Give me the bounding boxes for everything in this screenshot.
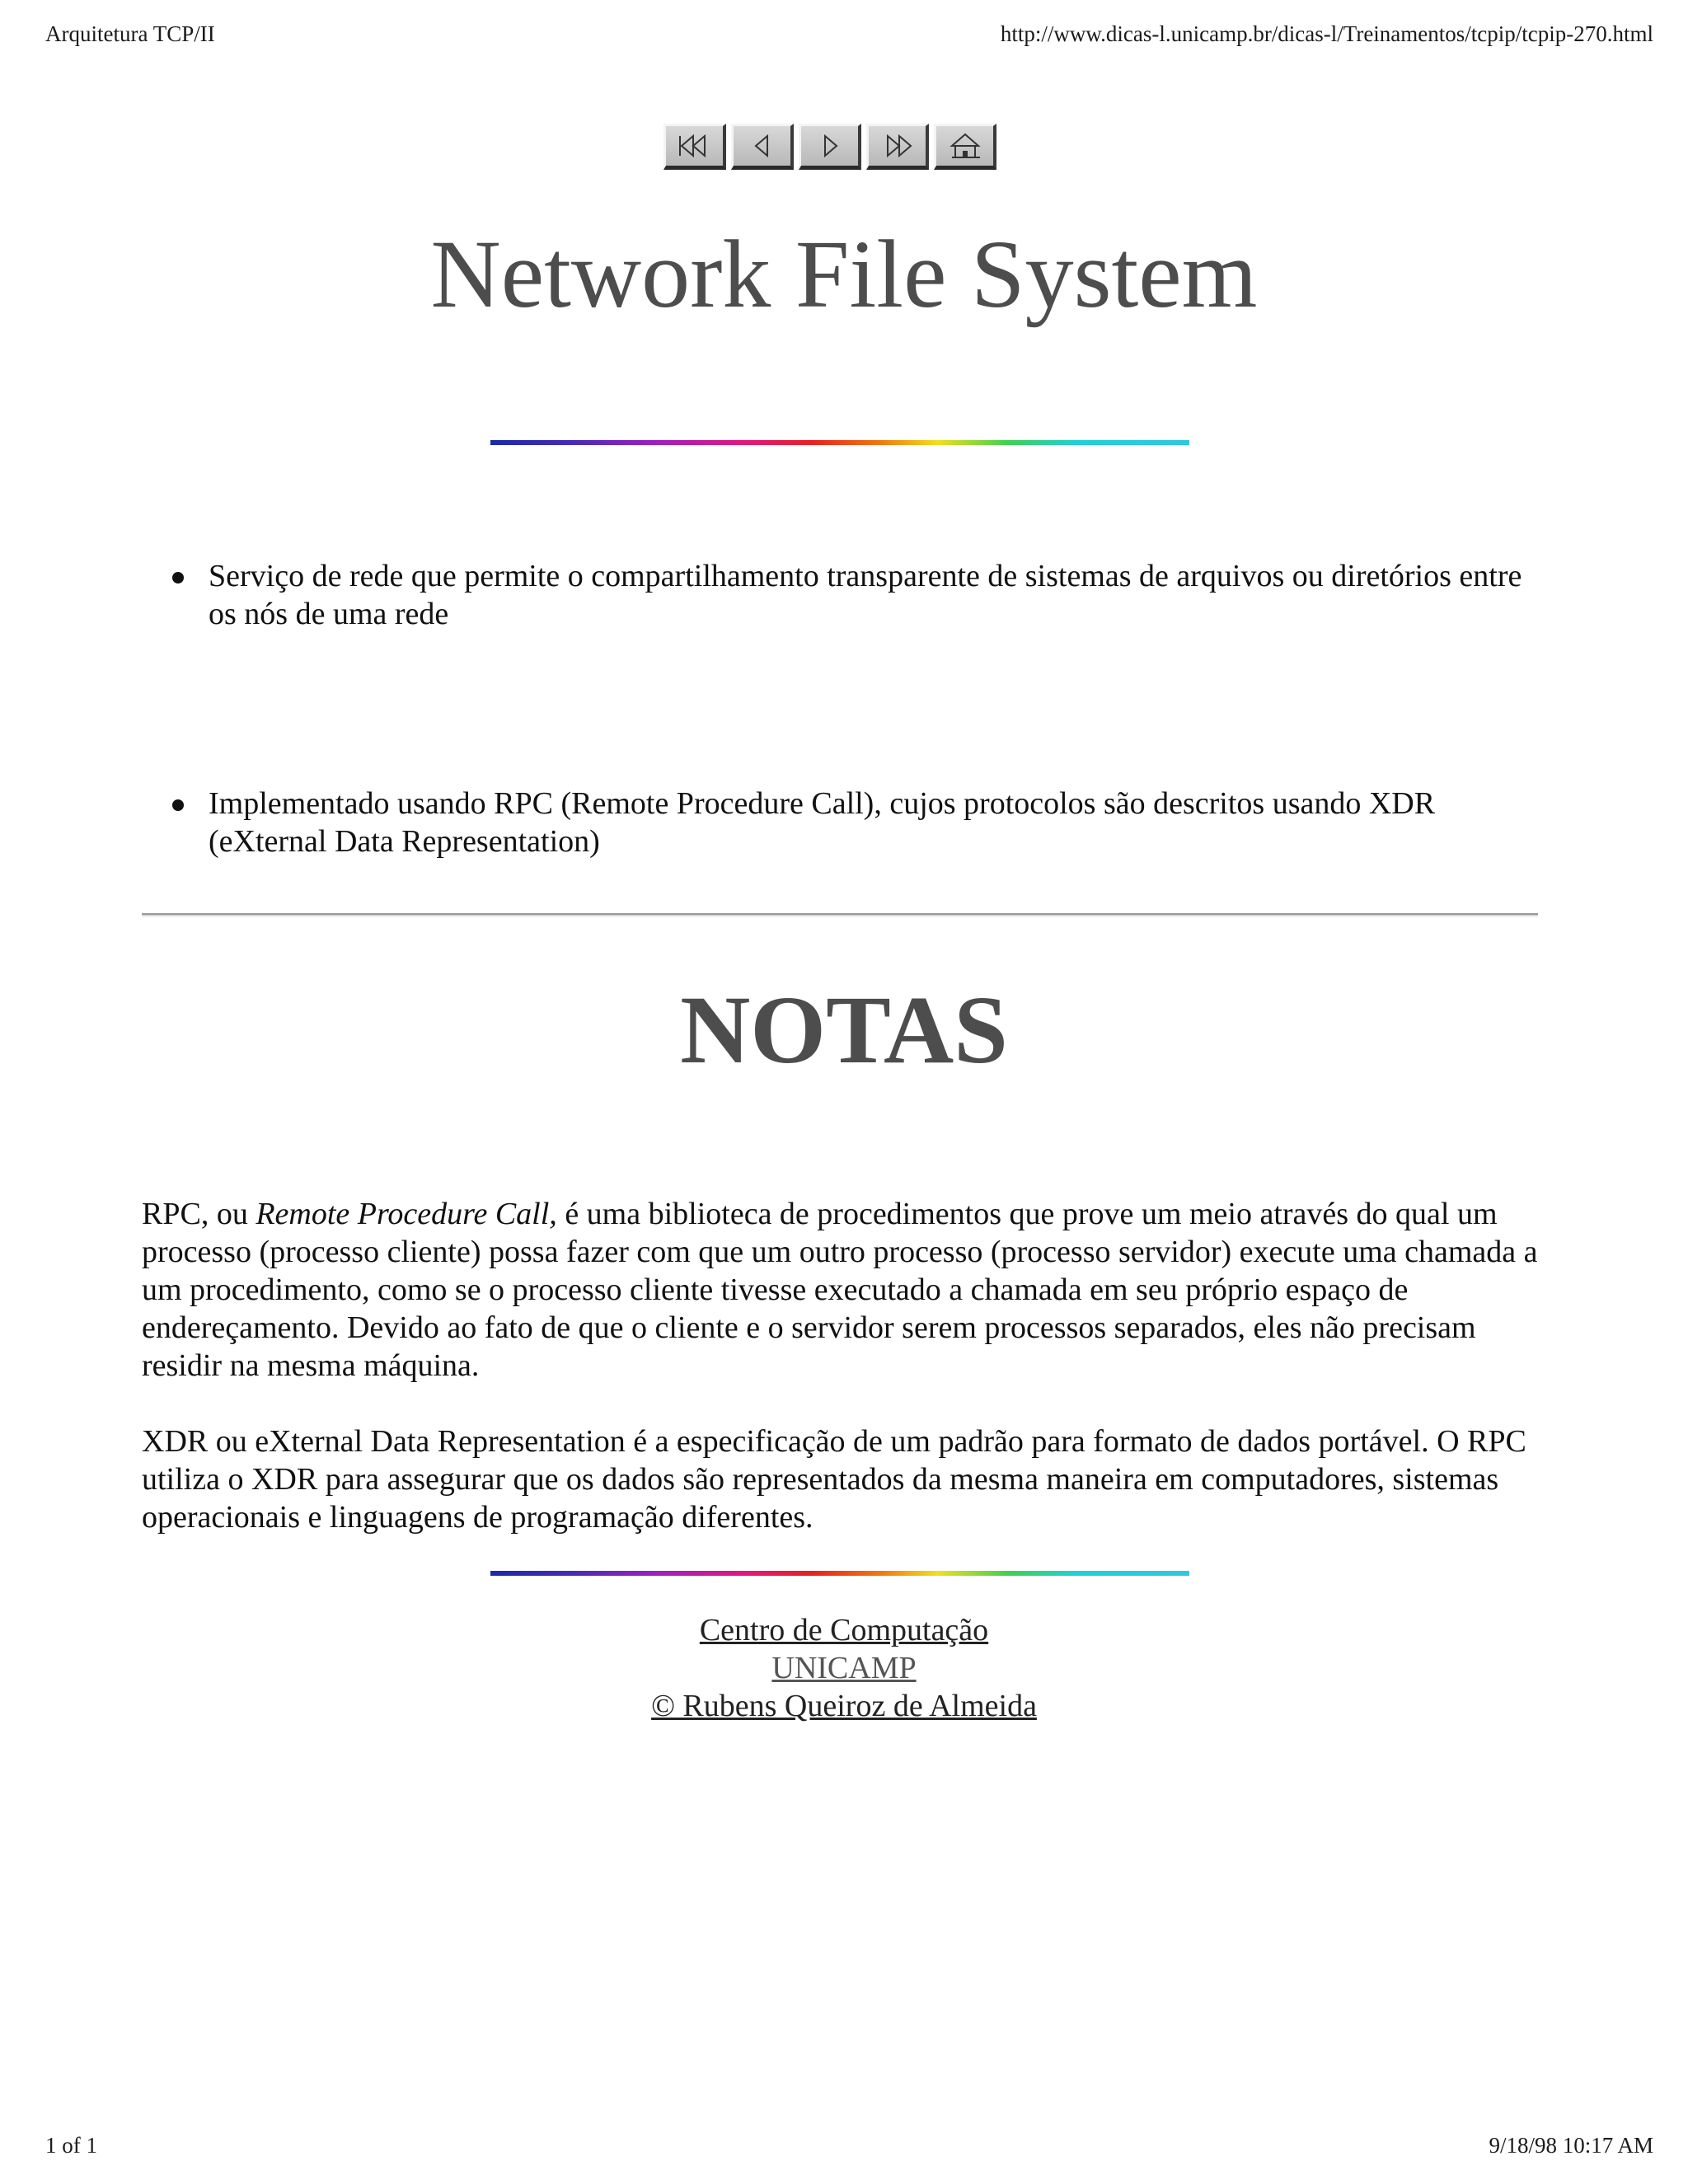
home-button[interactable] (934, 124, 996, 170)
notes-paragraph-xdr: XDR ou eXternal Data Representation é a especificação de um padrão para formato de dados portável. O RPC utiliza o XDR para assegurar que os dados são representados da mesma maneira em computadores, sistemas operacionais e linguagens de programação diferentes. (142, 1424, 1526, 1535)
print-footer-page: 1 of 1 (45, 2133, 97, 2158)
print-header-title: Arquitetura TCP/II (45, 21, 215, 46)
print-footer-date: 9/18/98 10:17 AM (1489, 2133, 1653, 2158)
next-page-icon (809, 131, 851, 161)
print-header-url: http://www.dicas-l.unicamp.br/dicas-l/Treinamentos/tcpip/tcpip-270.html (1000, 21, 1653, 46)
para-rest: é uma biblioteca de procedimentos que prove um meio através do qual um processo (processo cliente) possa fazer com que um outro processo (processo servidor) execute uma chamada a um procedimento, como se o processo cliente tivesse executado a chamada em seu próprio espaço de endereçamento. Devido ao fato de que o cliente e o servidor serem processos separados, eles não precisam residir na mesma máquina. (142, 1197, 1538, 1383)
previous-page-icon (741, 131, 784, 161)
centro-computacao-link[interactable]: Centro de Computação (699, 1613, 989, 1647)
notes-heading: NOTAS (680, 976, 1008, 1084)
previous-page-button[interactable] (731, 124, 794, 170)
rainbow-divider (490, 440, 1189, 445)
next-page-button[interactable] (799, 124, 861, 170)
notes-paragraph-rpc (142, 1195, 1543, 1385)
last-page-button[interactable] (866, 124, 929, 170)
bullet-item: Implementado usando RPC (Remote Procedure Call), cujos protocolos são descritos usando XDR (eXternal Data Representation) (169, 785, 1537, 860)
home-icon (944, 131, 987, 161)
last-page-icon (876, 131, 919, 161)
bullet-item: Serviço de rede que permite o compartilhamento transparente de sistemas de arquivos ou diretórios entre os nós de uma rede (169, 557, 1537, 633)
first-page-icon (673, 131, 716, 161)
author-link[interactable]: © Rubens Queiroz de Almeida (651, 1689, 1037, 1723)
para-italic-term: Remote Procedure Call, (256, 1197, 557, 1231)
horizontal-rule (142, 913, 1538, 916)
first-page-button[interactable] (663, 124, 726, 170)
rainbow-divider (490, 1571, 1189, 1576)
para-prefix: RPC, ou (142, 1197, 256, 1231)
footer-links (0, 1611, 1688, 1725)
unicamp-link[interactable]: UNICAMP (771, 1651, 917, 1685)
bullet-list (169, 557, 1537, 633)
page-title: Network File System (430, 220, 1258, 328)
bullet-list (169, 785, 1537, 860)
navigation-bar (663, 124, 996, 170)
